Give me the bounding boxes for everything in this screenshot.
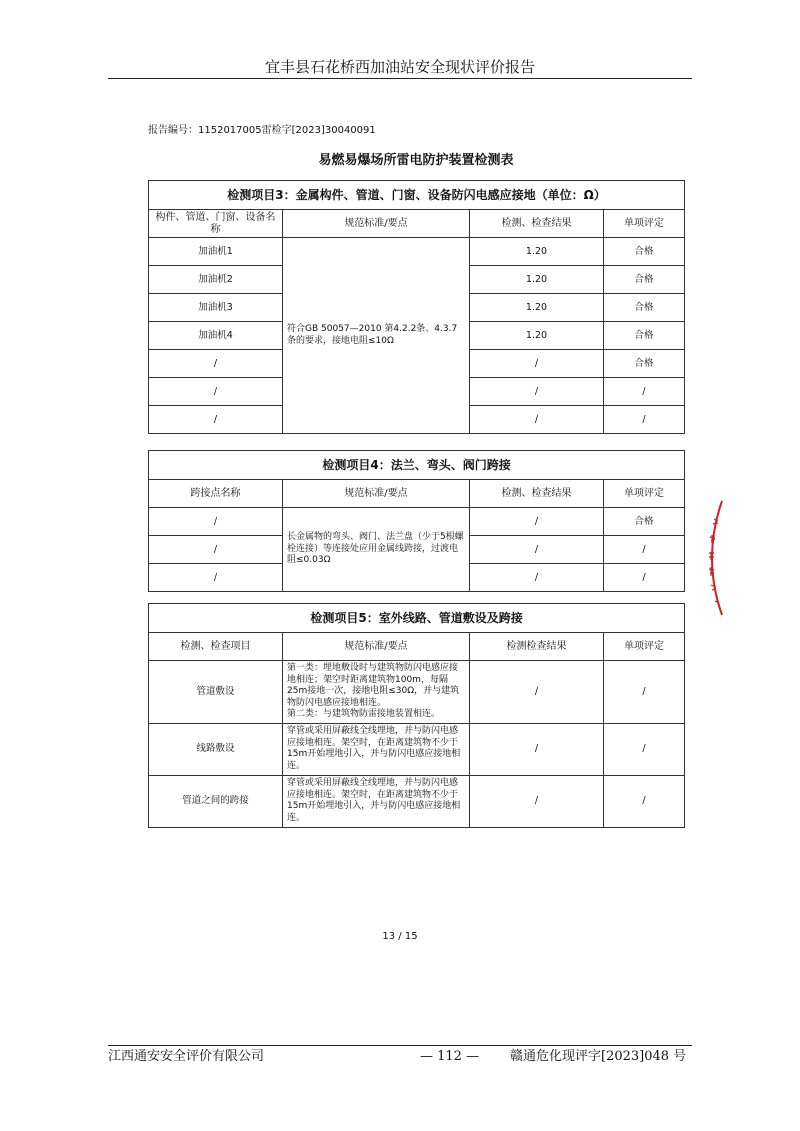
evaluation-value: /: [604, 378, 685, 406]
item-name: /: [149, 406, 283, 434]
result-value: /: [470, 564, 604, 592]
evaluation-value: /: [604, 406, 685, 434]
item-name: 加油机1: [149, 238, 283, 266]
inspection-table-3: [148, 180, 685, 434]
section-title: 检测项目4：法兰、弯头、阀门跨接: [149, 451, 685, 480]
standard-text: 第一类：埋地敷设时与建筑物防闪电感应接地相连；架空时距离建筑物100m，每隔25m接地一次，接地电阻≤30Ω，并与建筑物防闪电感应接地相连。 第二类：与建筑物防雷接地装置相连。: [283, 661, 470, 724]
evaluation-value: 合格: [604, 266, 685, 294]
column-header: 检测检查结果: [470, 633, 604, 661]
result-value: /: [470, 508, 604, 536]
item-name: 管道之间的跨接: [149, 775, 283, 827]
evaluation-value: 合格: [604, 322, 685, 350]
footer-company: 江西通安安全评价有限公司: [108, 1049, 265, 1064]
page-number: 13 / 15: [382, 931, 418, 942]
result-value: 1.20: [470, 266, 604, 294]
table-row: [149, 508, 685, 536]
result-value: 1.20: [470, 294, 604, 322]
column-header: 单项评定: [604, 210, 685, 238]
evaluation-value: /: [604, 661, 685, 724]
standard-text: 穿管或采用屏蔽线全线埋地，并与防闪电感应接地相连。架空时，在距离建筑物不少于15m开始埋地引入，并与防闪电感应接地相连。: [283, 775, 470, 827]
table-row: [149, 775, 685, 827]
column-header: 构件、管道、门窗、设备名称: [149, 210, 283, 238]
item-name: 加油机2: [149, 266, 283, 294]
result-value: /: [470, 406, 604, 434]
report-number: 报告编号：1152017005雷检字[2023]30040091: [148, 125, 376, 136]
item-name: /: [149, 508, 283, 536]
column-header: 单项评定: [604, 633, 685, 661]
evaluation-value: 合格: [604, 294, 685, 322]
document-title: 易燃易爆场所雷电防护装置检测表: [318, 153, 514, 168]
item-name: /: [149, 350, 283, 378]
column-header: 检测、检查结果: [470, 210, 604, 238]
result-value: /: [470, 350, 604, 378]
evaluation-value: /: [604, 723, 685, 775]
standard-text: 长金属物的弯头、阀门、法兰盘（少于5根螺栓连接）等连接处应用金属线跨接，过渡电阻≤0.03Ω: [283, 508, 470, 592]
standard-text: 符合GB 50057—2010 第4.2.2条、4.3.7条的要求，接地电阻≤10Ω: [283, 238, 470, 434]
result-value: /: [470, 723, 604, 775]
item-name: /: [149, 564, 283, 592]
inspection-table-4: [148, 450, 685, 592]
evaluation-value: /: [604, 775, 685, 827]
item-name: /: [149, 378, 283, 406]
column-header: 规范标准/要点: [283, 633, 470, 661]
result-value: /: [470, 536, 604, 564]
evaluation-value: 合格: [604, 508, 685, 536]
section-title: 检测项目3：金属构件、管道、门窗、设备防闪电感应接地（单位：Ω）: [149, 181, 685, 210]
column-header: 单项评定: [604, 480, 685, 508]
evaluation-value: /: [604, 564, 685, 592]
footer-code: 赣通危化现评字[2023]048 号: [510, 1049, 687, 1064]
result-value: 1.20: [470, 322, 604, 350]
table-row: [149, 238, 685, 266]
item-name: /: [149, 536, 283, 564]
evaluation-value: /: [604, 536, 685, 564]
item-name: 管道敷设: [149, 661, 283, 724]
column-header: 检测、检查项目: [149, 633, 283, 661]
evaluation-value: 合格: [604, 350, 685, 378]
item-name: 加油机3: [149, 294, 283, 322]
result-value: 1.20: [470, 238, 604, 266]
table-row: [149, 661, 685, 724]
evaluation-value: 合格: [604, 238, 685, 266]
inspection-table-5: [148, 603, 685, 828]
column-header: 检测、检查结果: [470, 480, 604, 508]
item-name: 加油机4: [149, 322, 283, 350]
item-name: 线路敷设: [149, 723, 283, 775]
column-header: 规范标准/要点: [283, 210, 470, 238]
page-header-title: 宜丰县石花桥西加油站安全现状评价报告: [264, 58, 535, 76]
result-value: /: [470, 661, 604, 724]
result-value: /: [470, 775, 604, 827]
result-value: /: [470, 378, 604, 406]
table-row: [149, 723, 685, 775]
column-header: 跨接点名称: [149, 480, 283, 508]
seal-stamp-icon: [700, 497, 724, 619]
header-divider: [108, 78, 692, 79]
footer-divider: [108, 1045, 692, 1046]
footer-page: — 112 —: [420, 1049, 480, 1064]
standard-text: 穿管或采用屏蔽线全线埋地，并与防闪电感应接地相连。架空时，在距离建筑物不少于15m开始埋地引入，并与防闪电感应接地相连。: [283, 723, 470, 775]
section-title: 检测项目5：室外线路、管道敷设及跨接: [149, 604, 685, 633]
column-header: 规范标准/要点: [283, 480, 470, 508]
